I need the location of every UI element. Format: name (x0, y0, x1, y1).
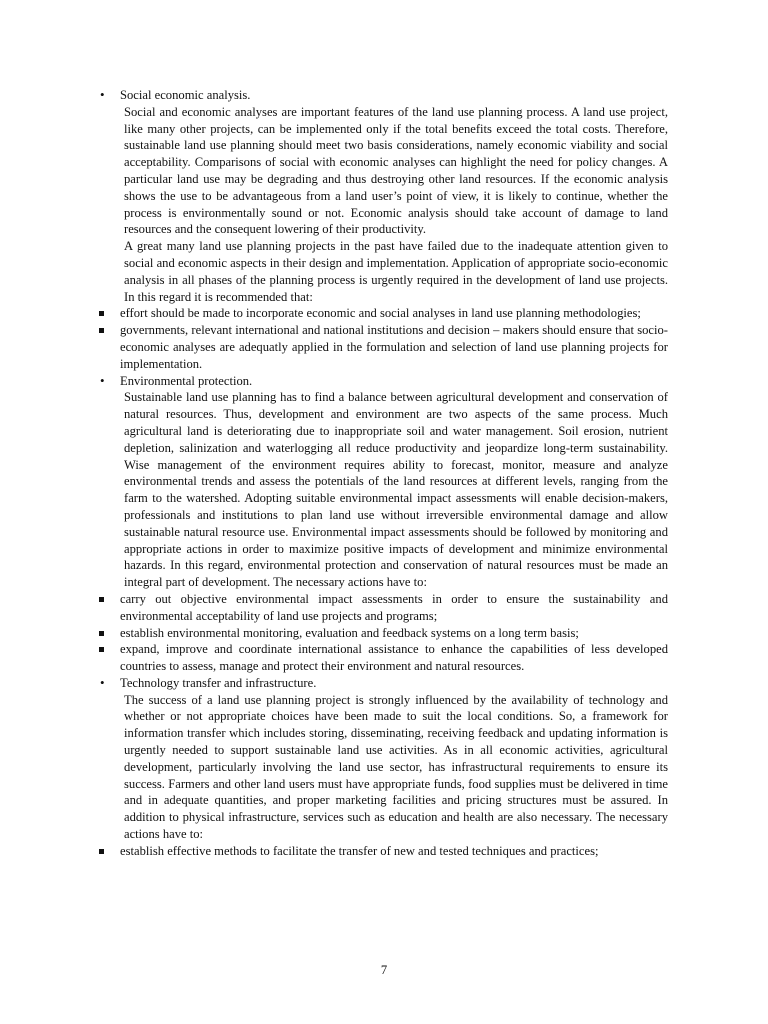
heading-text: Technology transfer and infrastructure. (120, 675, 317, 690)
heading-text: Social economic analysis. (120, 88, 251, 102)
square-bullet-icon (99, 849, 104, 854)
list-item-text: effort should be made to incorporate economic and social analyses in land use planning methodologies; (120, 306, 641, 321)
square-bullet-icon (99, 631, 104, 636)
list-item-text: establish effective methods to facilitate the transfer of new and tested techniques and practices; (120, 843, 599, 858)
square-bullet-icon (99, 597, 104, 602)
list-item-text: governments, relevant international and national institutions and decision – makers should ensure that socio-economic analyses are adequatly applied in the formulation and selection of land use planning projects for implementation. (120, 323, 668, 371)
square-bullet-icon (99, 647, 104, 652)
square-bullet-icon (99, 328, 104, 333)
list-item (98, 843, 668, 860)
bullet-heading-technology-transfer (98, 675, 668, 692)
page-number: 7 (380, 963, 388, 977)
round-bullet-icon: • (100, 674, 105, 690)
round-bullet-icon: • (100, 372, 105, 388)
list-item (98, 322, 668, 372)
list-item (98, 641, 668, 675)
list-item-text: carry out objective environmental impact assessments in order to ensure the sustainability and environmental acceptability of land use projects and programs; (120, 591, 668, 623)
list-item-text: establish environmental monitoring, evaluation and feedback systems on a long term basis; (120, 625, 579, 640)
heading-text: Environmental protection. (120, 373, 253, 388)
list-item (98, 305, 668, 322)
paragraph: The success of a land use planning project is strongly influenced by the availability of technology and whether or not appropriate choices have been made to suit the local conditions. So, a framework for information transfer which includes storing, disseminating, receiving feedback and updating information is urgently needed to support sustainable land use activities. As in all economic activities, agricultural development, particularly involving the land use sector, has infrastructural requirements to ensure its success. Farmers and other land users must have appropriate funds, food supplies must be delivered in time and in adequate quantities, and proper marketing facilities and pricing structures must be assured. In addition to physical infrastructure, services such as education and health are also necessary. The necessary actions have to: (124, 692, 668, 842)
bullet-heading-social-economic-analysis (98, 87, 668, 104)
round-bullet-icon: • (100, 87, 105, 102)
paragraph: Social and economic analyses are important features of the land use planning process. A land use project, like many other projects, can be implemented only if the total benefits exceed the total costs. Therefore, sustainable land use planning should meet two basis considerations, namely economic viability and social acceptability. Comparisons of social with economic analyses can highlight the need for policy changes. A particular land use may be degrading and thus destroying other land resources. If the economic analysis shows the use to be advantageous from a land user’s point of view, it is likely to continue, whether the process is environmentally sound or not. Economic analysis should take account of damage to land resources and the consequent lowering of their productivity. (124, 104, 668, 237)
bullet-heading-environmental-protection (98, 373, 668, 390)
paragraph: A great many land use planning projects in the past have failed due to the inadequate attention given to social and economic aspects in their design and implementation. Application of appropriate socio-economic analysis in all phases of the planning process is urgently required in the development of land use projects. In this regard it is recommended that: (124, 239, 668, 304)
list-item (98, 591, 668, 625)
paragraph: Sustainable land use planning has to find a balance between agricultural development and conservation of natural resources. Thus, development and environment are two aspects of the same process. Much agricultural land is deteriorating due to inappropriate soil and water management. Soil erosion, nutrient depletion, salinization and waterlogging all reduce productivity and jeopardize long-term sustainability. Wise management of the environment requires ability to forecast, monitor, measure and analyze environmental trends and assess the potentials of the land resources at different levels, ranging from the farm to the watershed. Adopting suitable environmental impact assessments will enable decision-makers, professionals and institutions to plan land use without irreversible environmental damage and allow sustainable natural resource use. Environmental impact assessments should be followed by monitoring and appropriate actions in order to maximize positive impacts of development and minimize environmental hazards. In this regard, environmental protection and conservation of natural resources must be made an integral part of development. The necessary actions have to: (124, 390, 668, 590)
square-bullet-icon (99, 311, 104, 316)
list-item-text: expand, improve and coordinate international assistance to enhance the capabilities of less developed countries to assess, manage and protect their environment and natural resources. (120, 642, 668, 674)
list-item (98, 625, 668, 642)
page-body (98, 87, 668, 860)
